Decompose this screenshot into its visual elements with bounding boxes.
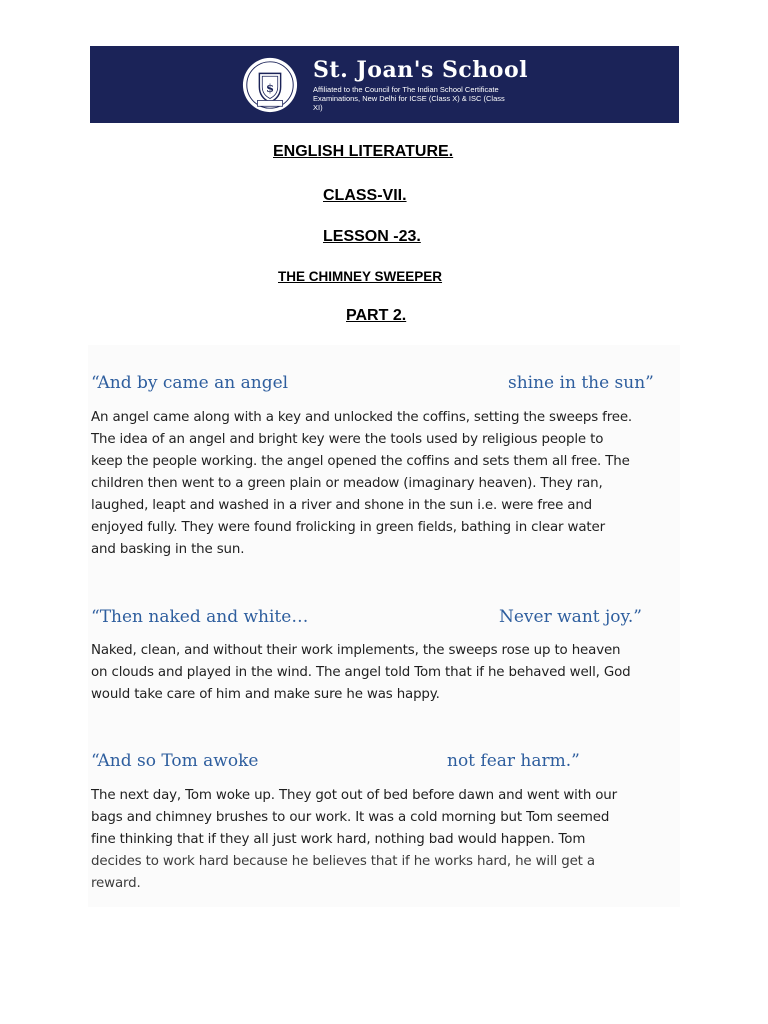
class-heading: CLASS-VII. [323, 187, 407, 204]
paragraph-line: An angel came along with a key and unlocked the coffins, setting the sweeps free. [91, 410, 633, 425]
stanza-heading-3 [91, 751, 679, 775]
svg-text:$: $ [265, 80, 275, 95]
stanza-start: “And by came an angel [91, 373, 289, 393]
stanza-end: Never want joy.” [499, 607, 642, 627]
stanza-start: “Then naked and white… [91, 607, 309, 627]
paragraph-line: The next day, Tom woke up. They got out of bed before dawn and went with our [91, 788, 618, 803]
paragraph-line: laughed, leapt and washed in a river and shone in the sun i.e. were free and [91, 498, 593, 513]
paragraph-line: would take care of him and make sure he was happy. [91, 687, 440, 702]
explanation-paragraph-2 [91, 640, 681, 706]
banner-text [313, 57, 528, 112]
stanza-end: not fear harm.” [447, 751, 580, 771]
lesson-heading: LESSON -23. [323, 228, 421, 245]
paragraph-line: decides to work hard because he believes that if he works hard, he will get a [91, 854, 595, 869]
school-name: St. Joan's School [313, 57, 528, 83]
school-affiliation: Affiliated to the Council for The Indian School Certificate Examinations, New Delhi for ICSE (Class X) & ISC (Class XI) [313, 85, 505, 112]
explanation-paragraph-1 [91, 407, 681, 561]
stanza-heading-2 [91, 607, 679, 631]
part-heading: PART 2. [346, 307, 407, 324]
paragraph-line: enjoyed fully. They were found frolicking in green fields, bathing in clear water [91, 520, 605, 535]
paragraph-line: keep the people working. the angel opened the coffins and sets them all free. The [91, 454, 630, 469]
paragraph-line: reward. [91, 876, 141, 891]
paragraph-line: The idea of an angel and bright key were the tools used by religious people to [91, 432, 604, 447]
paragraph-line: bags and chimney brushes to our work. It was a cold morning but Tom seemed [91, 810, 610, 825]
explanation-paragraph-3 [91, 785, 681, 895]
paragraph-line: fine thinking that if they all just work hard, nothing bad would happen. Tom [91, 832, 586, 847]
paragraph-line: on clouds and played in the wind. The angel told Tom that if he behaved well, God [91, 665, 631, 680]
paragraph-line: children then went to a green plain or meadow (imaginary heaven). They ran, [91, 476, 603, 491]
stanza-heading-1 [91, 373, 679, 397]
school-crest-icon [241, 56, 299, 114]
paragraph-line: and basking in the sun. [91, 542, 245, 557]
poem-title: THE CHIMNEY SWEEPER [278, 269, 443, 284]
explanation-box [88, 345, 680, 907]
paragraph-line: Naked, clean, and without their work implements, the sweeps rose up to heaven [91, 643, 621, 658]
stanza-start: “And so Tom awoke [91, 751, 259, 771]
school-banner [90, 46, 679, 123]
subject-heading: ENGLISH LITERATURE. [273, 143, 454, 160]
stanza-end: shine in the sun” [508, 373, 654, 393]
